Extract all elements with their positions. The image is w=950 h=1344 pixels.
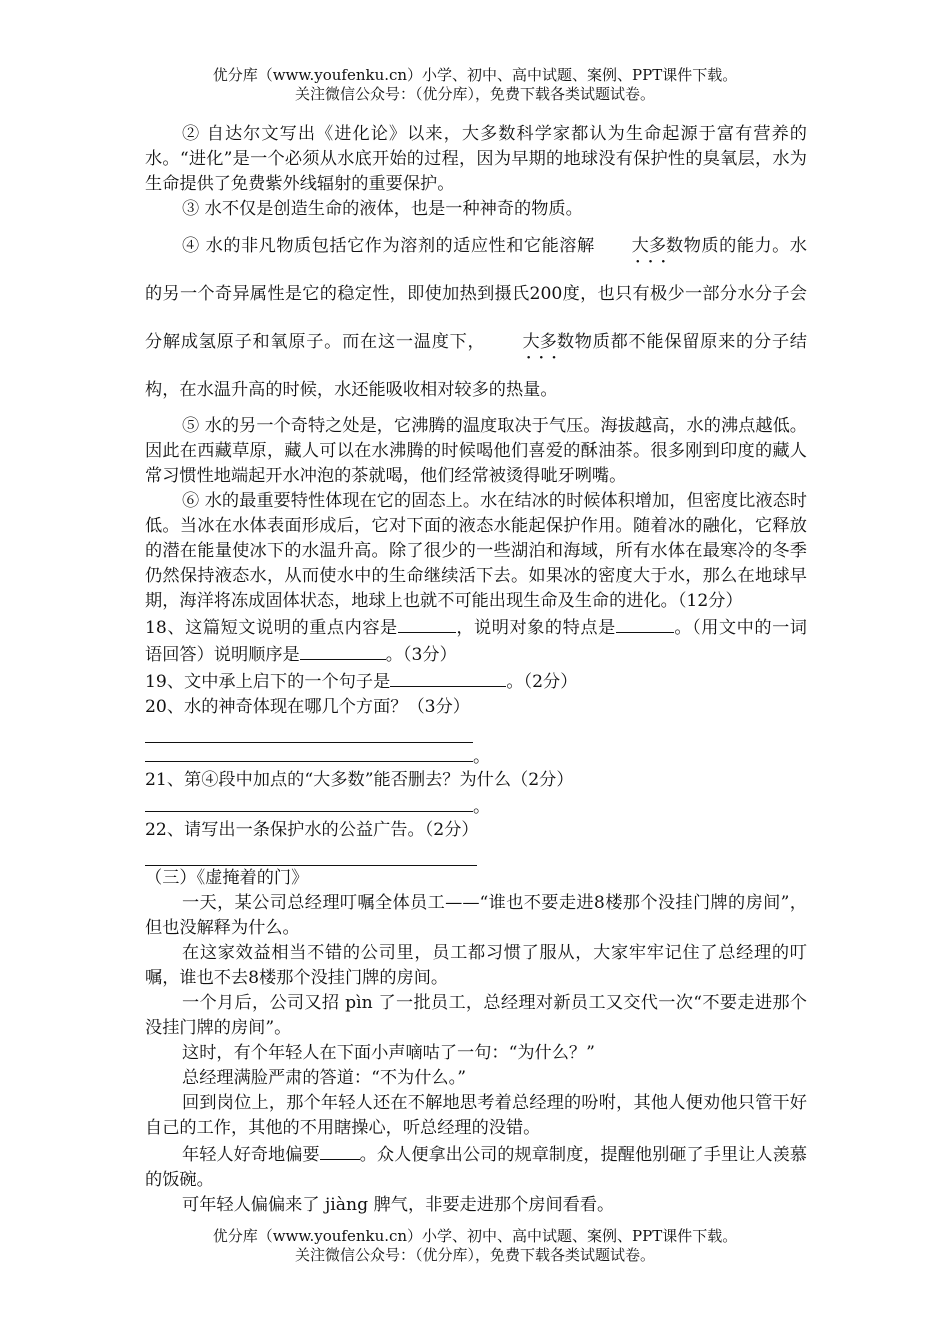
emphasized-word-2: 大多数 · · · bbox=[485, 318, 574, 366]
header-line-1: 优分库（www.youfenku.cn）小学、初中、高中试题、案例、PPT课件下载。 bbox=[212, 66, 738, 84]
story-paragraph-1: 一天，某公司总经理叮嘱全体员工——“谁也不要走进8楼那个没挂门牌的房间”，但也没解释为什么。 bbox=[145, 893, 807, 938]
story-paragraph-8: 可年轻人偏偏来了 jiàng 脾气，非要走进那个房间看看。 bbox=[182, 1195, 615, 1215]
document-body bbox=[145, 122, 807, 1218]
question-20: 20、水的神奇体现在哪几个方面？（3分） bbox=[145, 697, 470, 717]
q20-period: 。 bbox=[473, 747, 491, 767]
paragraph-4-part-b: 物质的能力。水的另一个奇异属性是它的稳定性，即使加热到摄氏200度，也只有极少一部分水分子会分解成氢原子和氧原子。而在这一温度下， bbox=[145, 236, 807, 352]
story-paragraph-7-part-a: 年轻人好奇地偏要 bbox=[182, 1145, 320, 1165]
story-paragraph-2: 在这家效益相当不错的公司里，员工都习惯了服从，大家牢牢记住了总经理的叮嘱，谁也不去8楼那个没挂门牌的房间。 bbox=[145, 943, 807, 988]
paragraph-5: ⑤ 水的另一个奇特之处是，它沸腾的温度取决于气压。海拔越高，水的沸点越低。因此在西藏草原，藏人可以在水沸腾的时候喝他们喜爱的酥油茶。很多刚到印度的藏人常习惯性地端起开水冲泡的茶就喝，他们经常被烫得呲牙咧嘴。 bbox=[145, 416, 807, 486]
paragraph-2: ② 自达尔文写出《进化论》以来，大多数科学家都认为生命起源于富有营养的水。“进化”是一个必须从水底开始的过程，因为早期的地球没有保护性的臭氧层，水为生命提供了免费紫外线辐射的重要保护。 bbox=[145, 124, 807, 194]
story-paragraph-7 bbox=[145, 1141, 807, 1193]
story-paragraph-4: 这时，有个年轻人在下面小声嘀咕了一句：“为什么？” bbox=[182, 1043, 595, 1063]
header-line-2: 关注微信公众号：（优分库），免费下载各类试题试卷。 bbox=[294, 85, 655, 103]
story-paragraph-6: 回到岗位上，那个年轻人还在不解地思考着总经理的吩咐，其他人便劝他只管干好自己的工作，其他的不用瞎操心，听总经理的没错。 bbox=[145, 1093, 807, 1138]
q20-answer-line-2[interactable] bbox=[145, 743, 473, 762]
paragraph-4-part-a: ④ 水的非凡物质包括它作为溶剂的适应性和它能溶解 bbox=[182, 236, 595, 256]
q21-period: 。 bbox=[473, 797, 491, 817]
story-paragraph-3: 一个月后，公司又招 pìn 了一批员工，总经理对新员工又交代一次“不要走进那个没挂门牌的房间”。 bbox=[145, 993, 807, 1038]
q18-text-b: ，说明对象的特点是 bbox=[455, 618, 616, 638]
q18-text-a: 18、这篇短文说明的重点内容是 bbox=[145, 618, 398, 638]
q18-blank-1[interactable] bbox=[398, 614, 456, 633]
paragraph-4 bbox=[145, 222, 807, 414]
q19-blank[interactable] bbox=[390, 668, 506, 687]
paragraph-3: ③ 水不仅是创造生命的液体，也是一种神奇的物质。 bbox=[182, 199, 583, 219]
paragraph-4-part-c: 物质都不能保留原来的分子结构，在水温升高的时候，水还能吸收相对较多的热量。 bbox=[145, 332, 807, 400]
paragraph-6: ⑥ 水的最重要特性体现在它的固态上。水在结冰的时候体积增加，但密度比液态时低。当冰在水体表面形成后，它对下面的液态水能起保护作用。随着冰的融化，它释放的潜在能量使冰下的水温升高。除了很少的一些湖泊和海域，所有水体在最寒冷的冬季仍然保持液态水，从而使水中的生命继续活下去。如果冰的密度大于水，那么在地球早期，海洋将冻成固体状态，地球上也就不可能出现生命及生命的进化。（12分） bbox=[145, 491, 807, 611]
q20-answer-line-2-row bbox=[145, 743, 807, 768]
emphasized-word-1: 大多数 · · · bbox=[595, 222, 684, 270]
q21-answer-line[interactable] bbox=[145, 793, 473, 812]
q19-text-a: 19、文中承上启下的一个句子是 bbox=[145, 672, 391, 692]
story-paragraph-7-part-b: 。众人便拿出公司的规章制度，提醒他别砸了手里让人羡慕的饭碗。 bbox=[145, 1145, 807, 1190]
q18-blank-3[interactable] bbox=[300, 641, 386, 660]
footer-line-1: 优分库（www.youfenku.cn）小学、初中、高中试题、案例、PPT课件下载。 bbox=[212, 1227, 738, 1245]
story-blank[interactable] bbox=[320, 1141, 360, 1160]
question-19 bbox=[145, 668, 807, 695]
question-18 bbox=[145, 614, 807, 668]
question-22: 22、请写出一条保护水的公益广告。（2分） bbox=[145, 820, 479, 840]
passage-3-title: （三）《虚掩着的门》 bbox=[145, 868, 309, 888]
story-paragraph-5: 总经理满脸严肃的答道：“不为什么。” bbox=[182, 1068, 466, 1088]
q21-answer-row bbox=[145, 793, 807, 818]
q22-answer-line[interactable] bbox=[145, 843, 477, 866]
q19-text-b: 。（2分） bbox=[506, 672, 578, 692]
q20-answer-line-1[interactable] bbox=[145, 720, 473, 743]
page-header bbox=[0, 66, 950, 104]
question-21: 21、第④段中加点的“大多数”能否删去？为什么（2分） bbox=[145, 770, 574, 790]
page-footer bbox=[0, 1227, 950, 1265]
footer-line-2: 关注微信公众号：（优分库），免费下载各类试题试卷。 bbox=[294, 1246, 655, 1264]
q18-text-d: 。（3分） bbox=[385, 645, 457, 665]
q18-text-c: 。（用文中的一词语回答）说明顺序是 bbox=[145, 618, 807, 665]
q18-blank-2[interactable] bbox=[616, 614, 674, 633]
